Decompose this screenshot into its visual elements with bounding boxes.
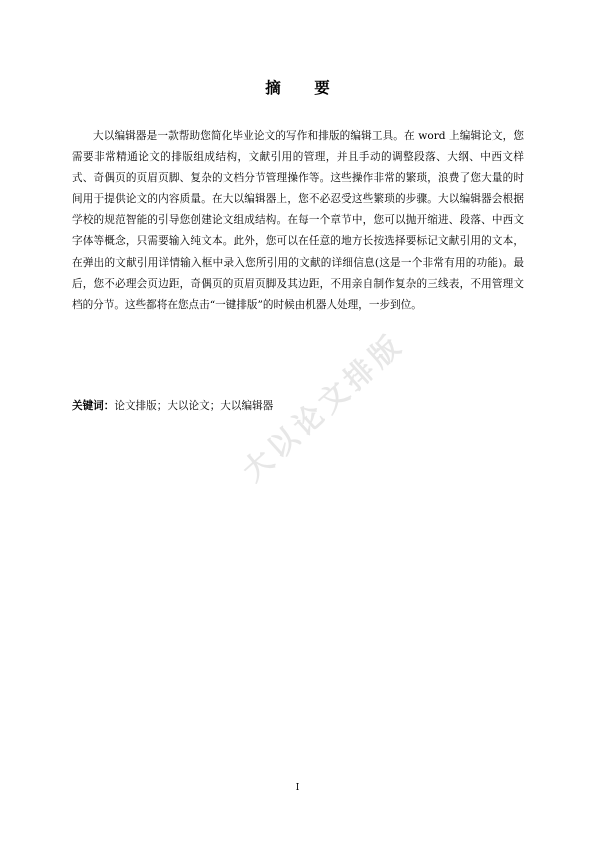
abstract-title: 摘 要 xyxy=(265,79,344,97)
abstract-paragraph: 大以编辑器是一款帮助您简化毕业论文的写作和排版的编辑工具。在 word 上编辑论文，您需要非常精通论文的排版组成结构，文献引用的管理，并且手动的调整段落、大纲、中西文样式、奇偶页的页眉页脚、复杂的文档分节管理操作等。这些操作非常的繁琐，浪费了您大量的时间用于提供论文的内容质量。在大以编辑器上，您不必忍受这些繁琐的步骤。大以编辑器会根据学校的规范智能的引导您创建论文组成结构。在每一个章节中，您可以抛开缩进、段落、中西文字体等概念，只需要输入纯文本。此外，您可以在任意的地方长按选择要标记文献引用的文本，在弹出的文献引用详情输入框中录入您所引用的文献的详细信息(这是一个非常有用的功能)。最后，您不必理会页边距，奇偶页的页眉页脚及其边距，不用亲自制作复杂的三线表，不用管理文档的分节。这些都将在您点击“一键排版”的时候由机器人处理，一步到位。 xyxy=(72,130,524,311)
watermark: 大以论文排版 xyxy=(235,326,411,488)
keywords-text: 论文排版；大以论文；大以编辑器 xyxy=(114,400,274,412)
keywords-label: 关键词： xyxy=(72,400,115,412)
page-number: I xyxy=(295,783,300,793)
